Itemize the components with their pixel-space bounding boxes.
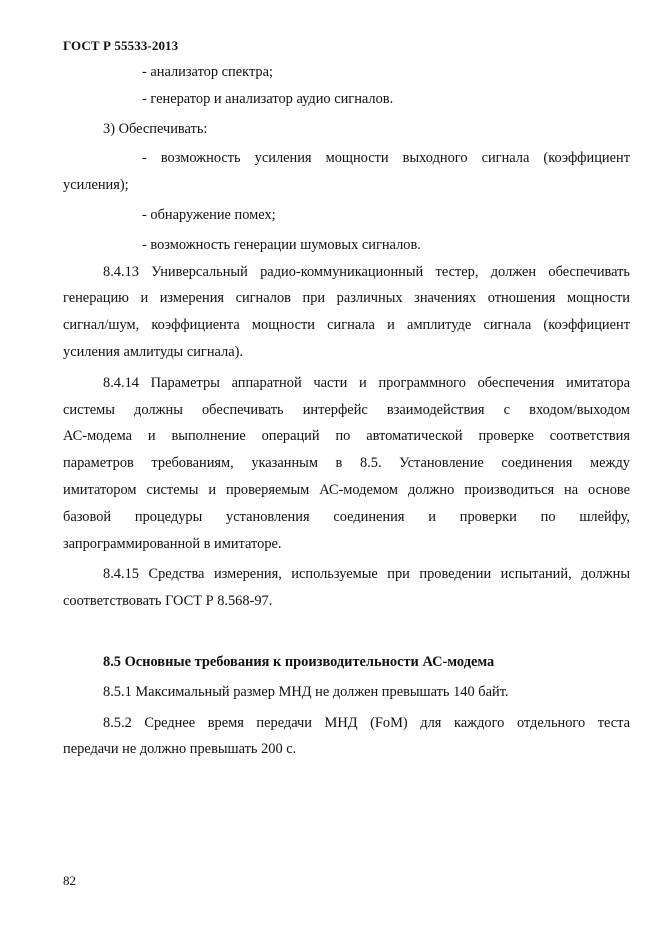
paragraph-8-4-14-line: 8.4.14 Параметры аппаратной части и программного обеспечения имитатора <box>103 374 630 391</box>
list-item-continuation: усиления); <box>63 177 129 194</box>
paragraph-8-4-14-line: параметров требованиям, указанным в 8.5. Установление соединения между <box>63 455 630 472</box>
item-3-title: 3) Обеспечивать: <box>103 120 208 137</box>
paragraph-8-4-14-line: АС-модема и выполнение операций по автоматической проверке соответствия <box>63 428 630 445</box>
section-heading: 8.5 Основные требования к производительности АС-модема <box>103 653 495 670</box>
list-item: - генератор и анализатор аудио сигналов. <box>142 90 394 107</box>
list-item: - анализатор спектра; <box>142 64 273 80</box>
paragraph-8-4-15-line: соответствовать ГОСТ Р 8.568-97. <box>63 593 273 610</box>
paragraph-8-4-14-line: запрограммированной в имитаторе. <box>63 535 282 552</box>
page-number: 82 <box>63 873 76 888</box>
paragraph-8-4-13-line: 8.4.13 Универсальный радио-коммуникационный тестер, должен обеспечивать <box>103 263 630 280</box>
paragraph-8-4-13-line: усиления амлитуды сигнала). <box>63 343 243 360</box>
page-body <box>63 59 630 763</box>
paragraph-8-4-13-line: генерацию и измерения сигналов при различных значениях отношения мощности <box>63 290 630 307</box>
paragraph-8-4-13-line: сигнал/шум, коэффициента мощности сигнала и амплитуде сигнала (коэффициент <box>63 317 630 334</box>
paragraph-8-4-14-line: базовой процедуры установления соединения и проверки по шлейфу, <box>63 508 630 525</box>
list-item: - обнаружение помех; <box>142 206 276 223</box>
paragraph-8-5-2-line: передачи не должно превышать 200 с. <box>63 741 297 758</box>
paragraph-8-4-14-line: имитатором системы и проверяемым АС-модемом должно производиться на основе <box>63 481 630 498</box>
list-item: - возможность генерации шумовых сигналов. <box>142 236 421 253</box>
list-item: - возможность усиления мощности выходного сигнала (коэффициент <box>142 150 630 167</box>
document-header: ГОСТ Р 55533-2013 <box>63 38 179 53</box>
paragraph-8-4-14-line: системы должны обеспечивать интерфейс взаимодействия с входом/выходом <box>63 401 630 418</box>
paragraph-8-5-1: 8.5.1 Максимальный размер МНД не должен превышать 140 байт. <box>103 683 509 700</box>
paragraph-8-4-15-line: 8.4.15 Средства измерения, используемые при проведении испытаний, должны <box>103 566 630 583</box>
paragraph-8-5-2-line: 8.5.2 Среднее время передачи МНД (FoM) для каждого отдельного теста <box>103 714 630 731</box>
